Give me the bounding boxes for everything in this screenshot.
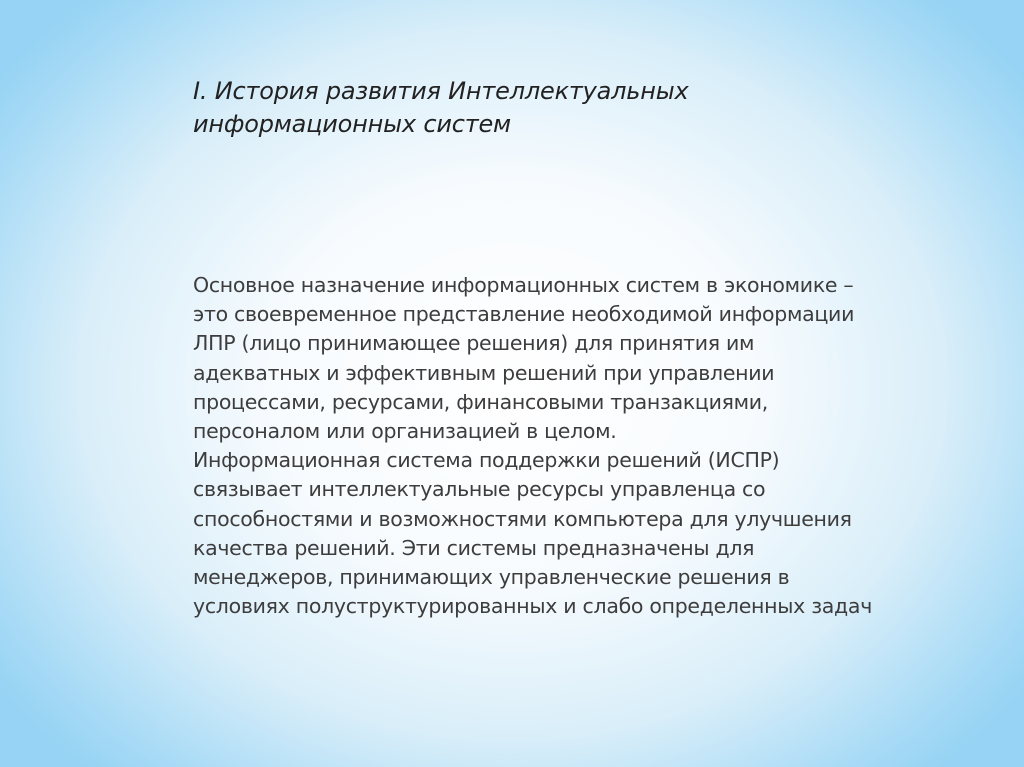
body-line: менеджеров, принимающих управленческие решения в <box>193 565 790 590</box>
body-line: персоналом или организацией в целом. <box>193 419 617 444</box>
title-line: информационных систем <box>193 110 511 138</box>
body-line: связывает интеллектуальные ресурсы управленца со <box>193 477 766 502</box>
body-line: это своевременное представление необходимой информации <box>193 302 855 327</box>
body-line: качества решений. Эти системы предназначены для <box>193 535 755 560</box>
slide-title <box>193 75 893 141</box>
body-line: адекватных и эффективным решений при управлении <box>193 360 775 385</box>
body-line: Основное назначение информационных систем в экономике – <box>193 273 854 297</box>
body-line: ЛПР (лицо принимающее решения) для принятия им <box>193 331 755 356</box>
body-line: способностями и возможностями компьютера для улучшения <box>193 506 852 531</box>
body-line: условиях полуструктурированных и слабо определенных задач <box>193 594 872 619</box>
title-line: I. История развития Интеллектуальных <box>193 77 689 105</box>
slide-body-text <box>193 271 973 621</box>
body-line: процессами, ресурсами, финансовыми транзакциями, <box>193 389 769 414</box>
body-line: Информационная система поддержки решений (ИСПР) <box>193 448 780 473</box>
